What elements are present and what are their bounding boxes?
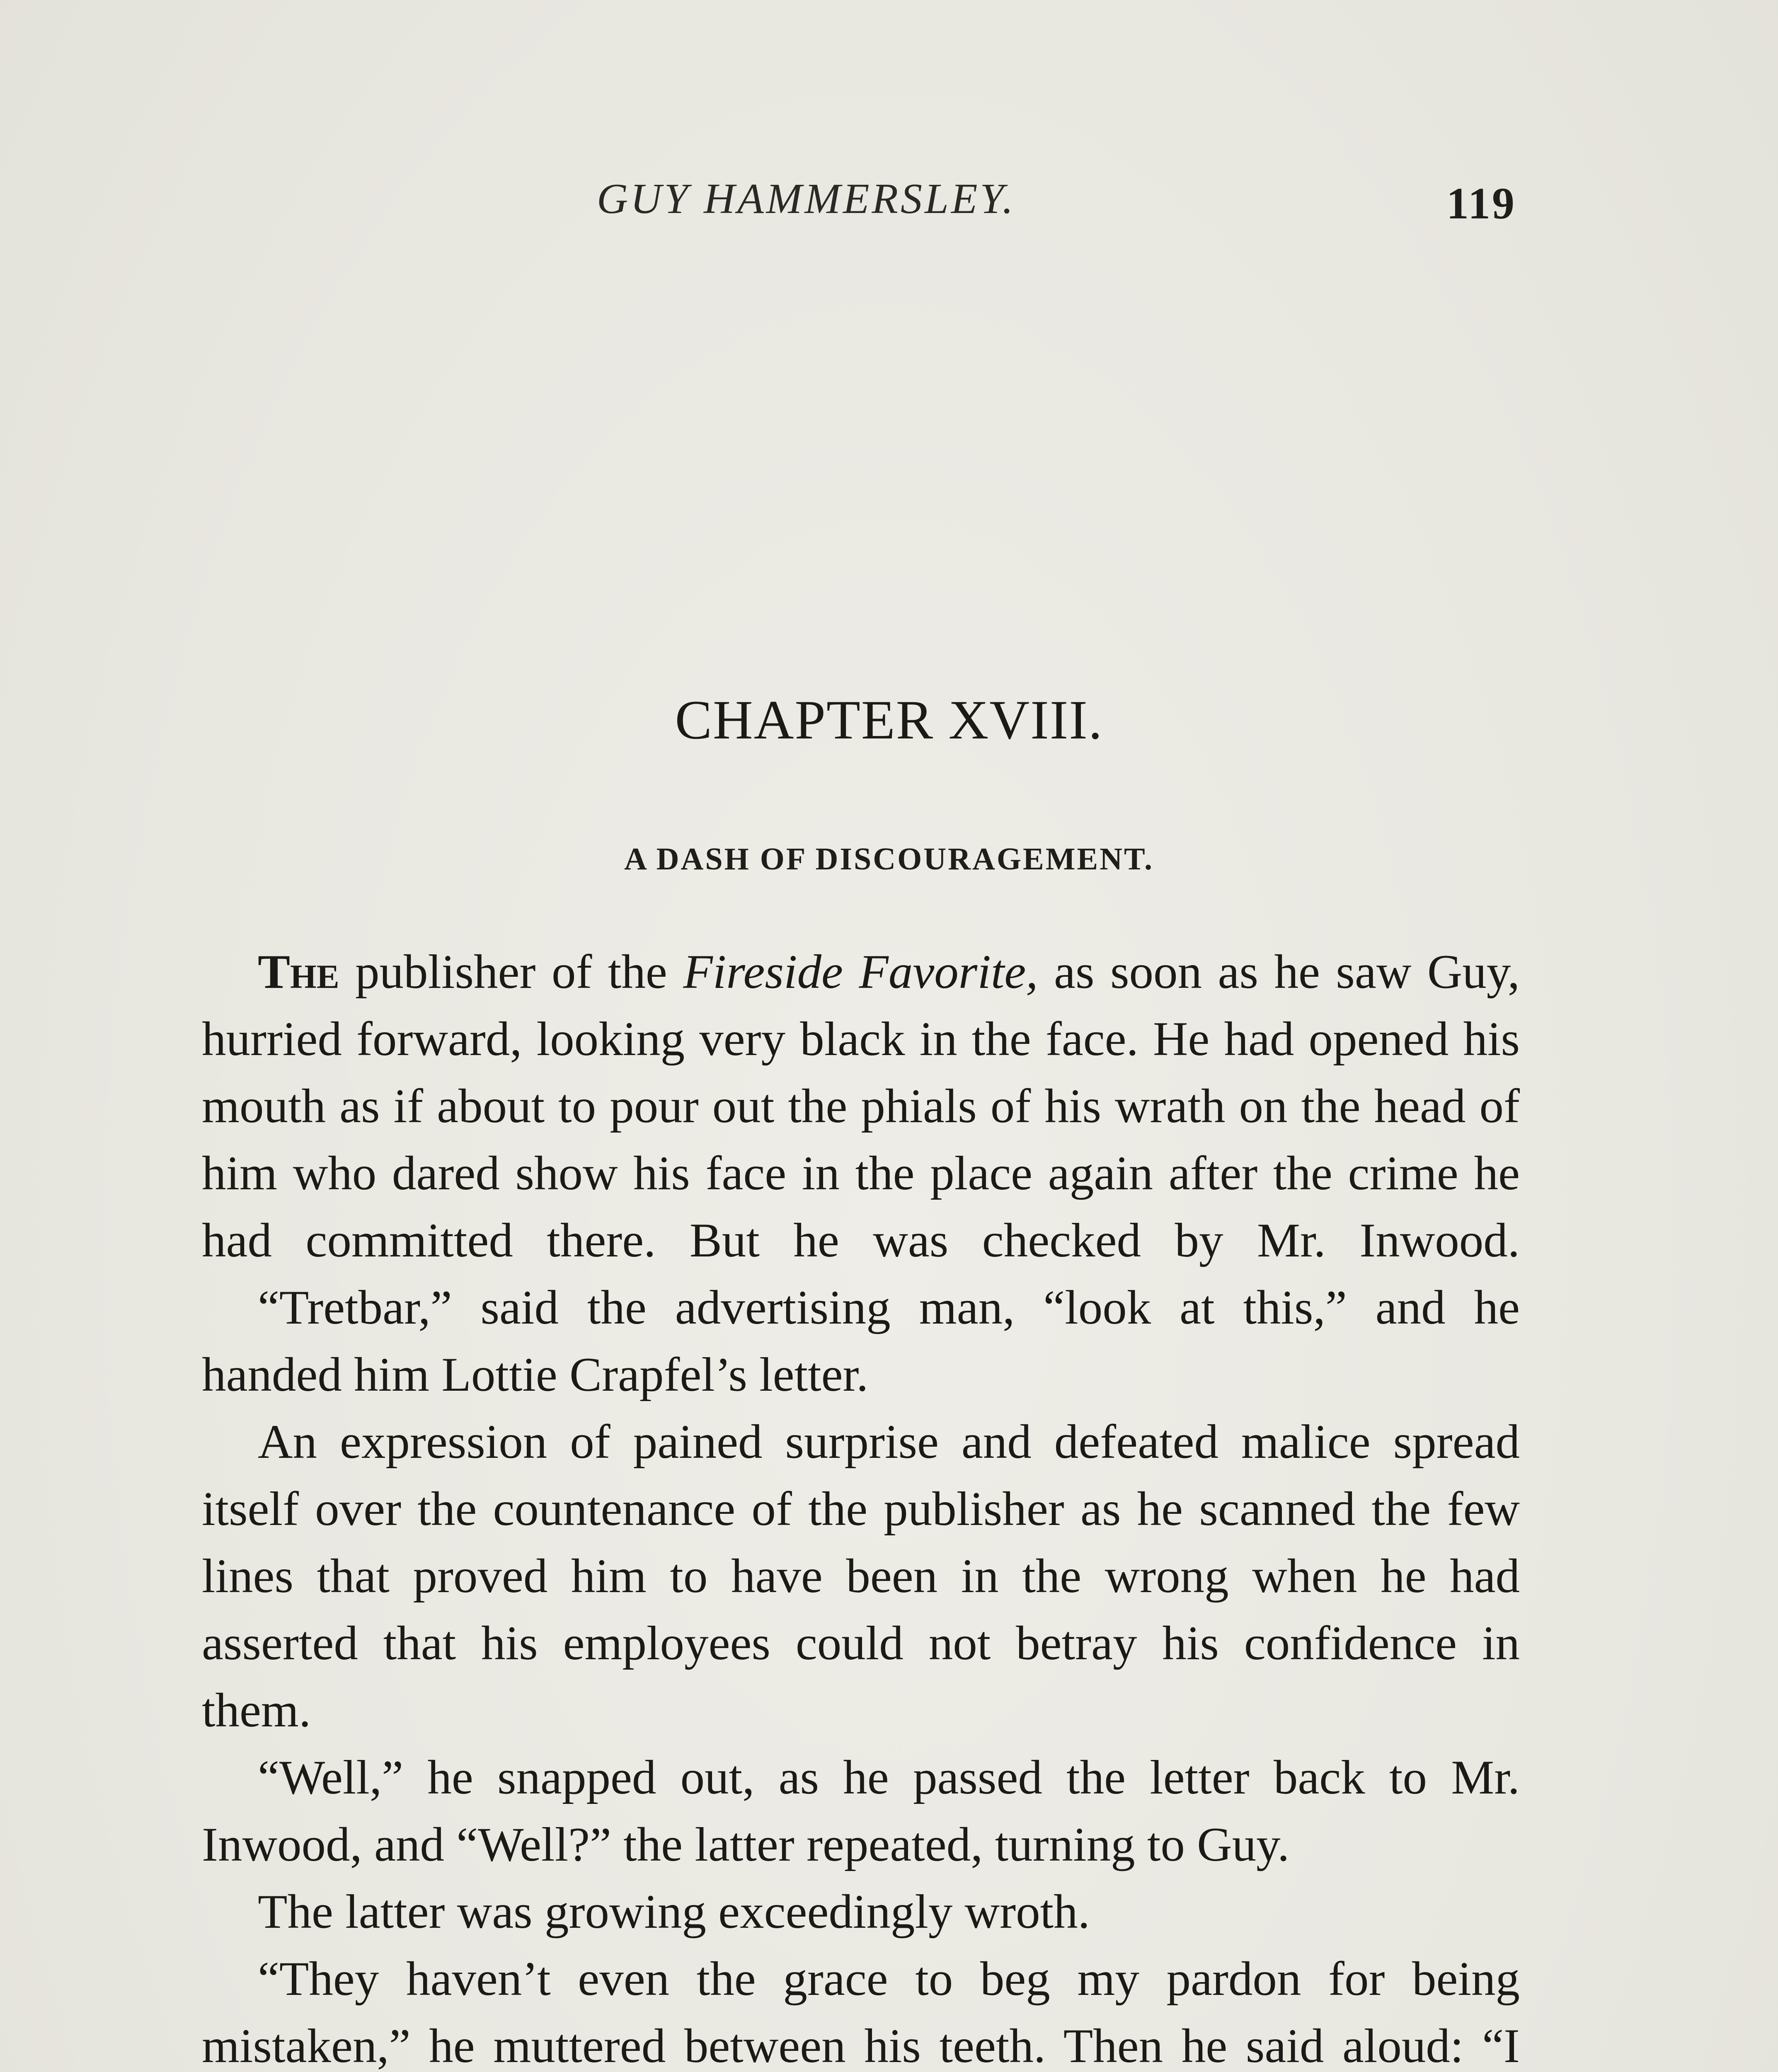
paragraph: The latter was growing exceedingly wroth. xyxy=(258,1885,1090,1939)
chapter-subtitle: A DASH OF DISCOURAGEMENT. xyxy=(624,842,1154,876)
chapter-title: CHAPTER XVIII. xyxy=(675,689,1103,750)
paragraph-text: as soon as he saw Guy, hurried forward, looking very black in the face. He had opened his mouth as if about to pour out the phials of his wrath on the head of him who dared show his face in the place again after the crime he had committed there. But he was checked by Mr. Inwood. xyxy=(202,945,1520,1267)
body-text xyxy=(202,939,1520,2072)
page-number: 119 xyxy=(1446,179,1516,228)
paragraph xyxy=(202,939,1520,1274)
paragraph: An expression of pained surprise and defeated malice spread itself over the countenance of the publisher as he scanned the few lines that proved him to have been in the wrong when he had asserted that his employees could not betray his confidence in them. xyxy=(202,1415,1520,1737)
publication-title: Fireside Favorite, xyxy=(683,945,1038,999)
paragraph: “They haven’t even the grace to beg my pardon for being mistaken,” he muttered between his teeth. Then he said aloud: “I xyxy=(202,1952,1520,2072)
paragraph-text: publisher of the xyxy=(339,945,683,999)
running-title: GUY HAMMERSLEY. xyxy=(597,175,1016,223)
paragraph: “Tretbar,” said the advertising man, “look at this,” and he handed him Lottie Crapfel’s letter. xyxy=(202,1281,1520,1402)
paragraph: “Well,” he snapped out, as he passed the letter back to Mr. Inwood, and “Well?” the latter repeated, turning to Guy. xyxy=(202,1751,1520,1871)
paragraph-lead-word: The xyxy=(258,945,339,999)
